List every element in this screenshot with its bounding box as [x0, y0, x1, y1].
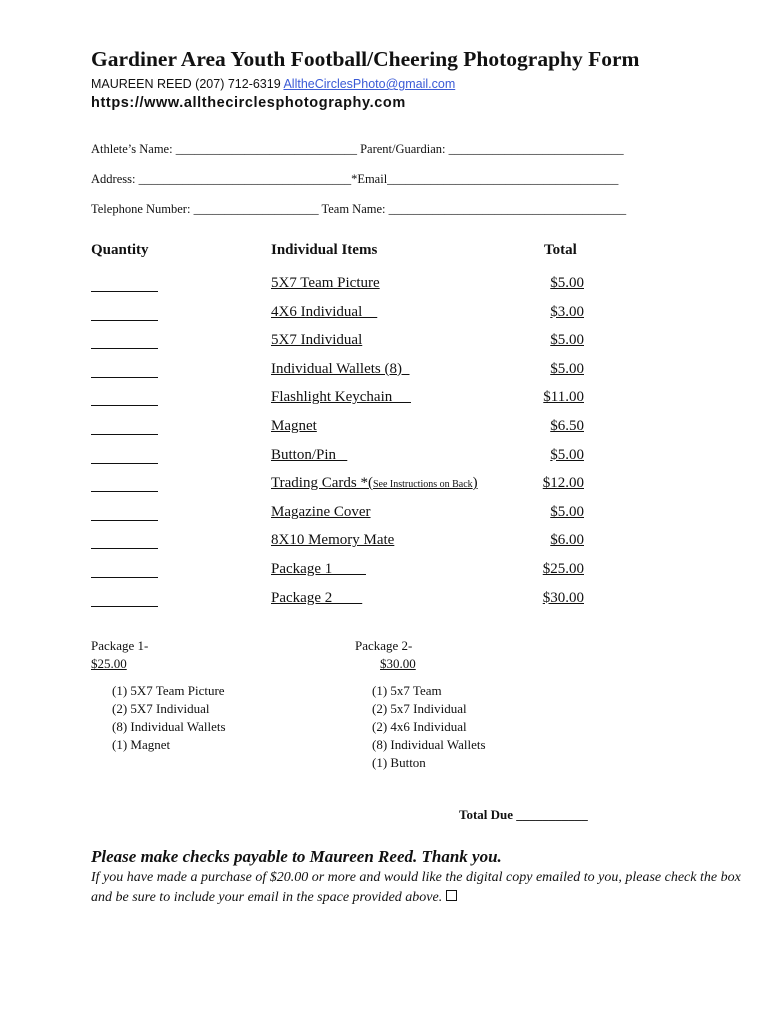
item-name [271, 275, 380, 292]
item-label: 5X7 Individual [271, 332, 363, 349]
item-label: 4X6 Individual [271, 303, 378, 320]
item-name [271, 475, 478, 492]
item-price: $5.00 [550, 503, 584, 520]
item-label: Trading Cards *( [271, 475, 373, 492]
item-name [271, 418, 317, 435]
table-row [0, 418, 770, 446]
item-label: 8X10 Memory Mate [271, 532, 395, 549]
table-row [0, 590, 770, 618]
list-item: (2) 4x6 Individual [372, 719, 467, 734]
digital-copy-checkbox[interactable] [446, 890, 457, 901]
item-label: Package 2 [271, 589, 363, 606]
table-row [0, 504, 770, 532]
contact-name-phone: MAUREEN REED (207) 712-6319 [91, 77, 284, 91]
item-name [271, 532, 394, 549]
item-price: $5.00 [550, 446, 584, 463]
item-name [271, 389, 411, 406]
item-label: Magnet [271, 418, 317, 434]
item-price: $6.00 [550, 532, 584, 549]
contact-line [91, 77, 455, 91]
item-price: $5.00 [550, 360, 584, 377]
quantity-blank[interactable] [91, 577, 158, 578]
quantity-blank[interactable] [91, 463, 158, 464]
digital-copy-text: If you have made a purchase of $20.00 or more and would like the digital copy emailed to you, please check the box and be sure to include your email in the space provided above. [91, 870, 741, 905]
list-item: (2) 5x7 Individual [372, 701, 467, 716]
total-header: Total [544, 242, 577, 258]
item-price: $6.50 [550, 418, 584, 434]
table-row [0, 361, 770, 389]
package-1-price: $25.00 [91, 656, 127, 671]
package-1-summary [91, 637, 148, 673]
form-title: Gardiner Area Youth Football/Cheering Photography Form [91, 47, 640, 71]
quantity-blank[interactable] [91, 491, 158, 492]
quantity-blank[interactable] [91, 434, 158, 435]
item-price: $11.00 [543, 389, 584, 406]
website-url[interactable]: https://www.allthecirclesphotography.com [91, 95, 406, 111]
item-price: $12.00 [542, 475, 584, 492]
telephone-team-field[interactable]: Telephone Number: ____________________ Team Name: ______________________________________ [91, 202, 627, 216]
package-2-contents [372, 682, 486, 772]
item-price: $25.00 [542, 561, 584, 577]
package-2-price: $30.00 [380, 656, 416, 671]
table-row [0, 389, 770, 417]
digital-copy-note [91, 868, 751, 907]
table-row [0, 275, 770, 303]
items-header: Individual Items [271, 242, 378, 258]
quantity-blank[interactable] [91, 405, 158, 406]
item-label: Button/Pin [271, 446, 348, 463]
item-name [271, 504, 371, 521]
quantity-blank[interactable] [91, 548, 158, 549]
athlete-parent-field[interactable]: Athlete’s Name: _____________________________ Parent/Guardian: ____________________________ [91, 142, 624, 156]
list-item: (1) 5X7 Team Picture [112, 683, 225, 698]
item-price: $5.00 [550, 275, 584, 291]
item-note-close: ) [472, 475, 478, 492]
table-row [0, 532, 770, 560]
list-item: (2) 5X7 Individual [112, 701, 210, 716]
list-item: (8) Individual Wallets [372, 737, 486, 752]
item-label: Package 1 [271, 561, 366, 577]
email-link[interactable]: AlltheCirclesPhoto@gmail.com [283, 77, 456, 91]
address-email-field[interactable]: Address: __________________________________*Email_____________________________________ [91, 172, 619, 186]
list-item: (1) Magnet [112, 737, 171, 752]
item-note: See Instructions on Back [372, 479, 473, 491]
package-1-contents [112, 682, 226, 754]
table-row [0, 447, 770, 475]
list-item: (1) 5x7 Team [372, 683, 442, 698]
quantity-blank[interactable] [91, 377, 158, 378]
list-item: (8) Individual Wallets [112, 719, 226, 734]
table-row [0, 475, 770, 503]
quantity-blank[interactable] [91, 291, 158, 292]
item-name [271, 304, 377, 321]
item-price: $30.00 [542, 589, 584, 606]
list-item: (1) Button [372, 755, 426, 770]
item-price: $5.00 [550, 332, 584, 349]
quantity-blank[interactable] [91, 320, 158, 321]
package-2-summary [355, 637, 416, 673]
quantity-header: Quantity [91, 242, 149, 258]
item-label: Flashlight Keychain [271, 389, 411, 406]
item-name [271, 561, 366, 578]
item-name [271, 447, 347, 464]
table-row [0, 561, 770, 589]
item-label: Individual Wallets (8) [271, 360, 410, 377]
item-label: Magazine Cover [271, 503, 371, 520]
item-name [271, 590, 362, 607]
quantity-blank[interactable] [91, 606, 158, 607]
checks-payable-note: Please make checks payable to Maureen Reed. Thank you. [91, 847, 502, 866]
item-label: 5X7 Team Picture [271, 275, 380, 291]
item-price: $3.00 [550, 303, 584, 320]
package-1-label: Package 1- [91, 638, 149, 653]
table-row [0, 304, 770, 332]
total-due-field[interactable]: Total Due ___________ [459, 807, 588, 822]
package-2-label: Package 2- [355, 638, 413, 653]
quantity-blank[interactable] [91, 348, 158, 349]
quantity-blank[interactable] [91, 520, 158, 521]
item-name [271, 361, 410, 378]
item-name [271, 332, 362, 349]
table-row [0, 332, 770, 360]
